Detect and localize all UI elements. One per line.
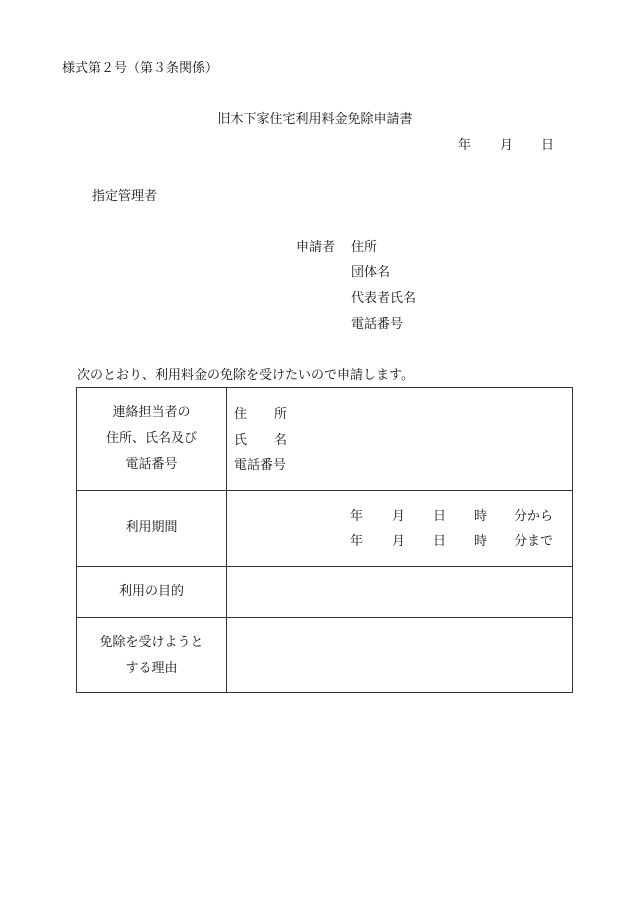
date-year-label: 年 (458, 138, 472, 153)
purpose-label: 利用の目的 (118, 583, 184, 599)
addressee: 指定管理者 (92, 189, 158, 204)
period-to-minute: 分まで (514, 534, 554, 549)
reason-label-line-2: する理由 (125, 660, 178, 676)
period-from-year: 年 (350, 509, 364, 524)
application-table (76, 387, 573, 693)
date-day-label: 日 (541, 138, 555, 153)
contact-address-label-b: 所 (274, 407, 288, 422)
period-from-minute: 分から (514, 509, 554, 524)
period-to-month: 月 (392, 534, 406, 549)
applicant-label: 申請者 (296, 240, 336, 255)
column-divider (226, 388, 227, 692)
contact-label-line-2: 住所、氏名及び (105, 431, 197, 446)
applicant-representative-label: 代表者氏名 (351, 291, 417, 306)
period-to-year: 年 (350, 534, 364, 549)
contact-label-line-1: 連絡担当者の (112, 405, 191, 420)
reason-label-cell (77, 617, 226, 694)
applicant-phone-label: 電話番号 (351, 317, 404, 332)
contact-label-cell (77, 388, 226, 490)
intro-statement: 次のとおり、利用料金の免除を受けたいので申請します。 (77, 368, 414, 383)
contact-address-label-a: 住 (234, 407, 248, 422)
date-month-label: 月 (500, 138, 514, 153)
period-label: 利用期間 (125, 520, 178, 535)
period-to-day: 日 (433, 534, 447, 549)
period-from-day: 日 (433, 509, 447, 524)
period-label-cell (77, 490, 226, 566)
form-number: 様式第２号（第３条関係） (62, 61, 219, 76)
purpose-label-cell (77, 566, 226, 617)
period-from-month: 月 (392, 509, 406, 524)
applicant-organization-label: 団体名 (351, 265, 391, 280)
period-from-hour: 時 (474, 509, 488, 524)
reason-label-line-1: 免除を受けようと (99, 634, 204, 650)
applicant-address-label: 住所 (351, 240, 378, 255)
contact-label-line-3: 電話番号 (125, 457, 178, 472)
contact-name-label-a: 氏 (234, 433, 248, 448)
document-title: 旧木下家住宅利用料金免除申請書 (217, 112, 413, 127)
contact-name-label-b: 名 (274, 433, 288, 448)
contact-phone-label: 電話番号 (234, 458, 287, 473)
period-to-hour: 時 (474, 534, 488, 549)
